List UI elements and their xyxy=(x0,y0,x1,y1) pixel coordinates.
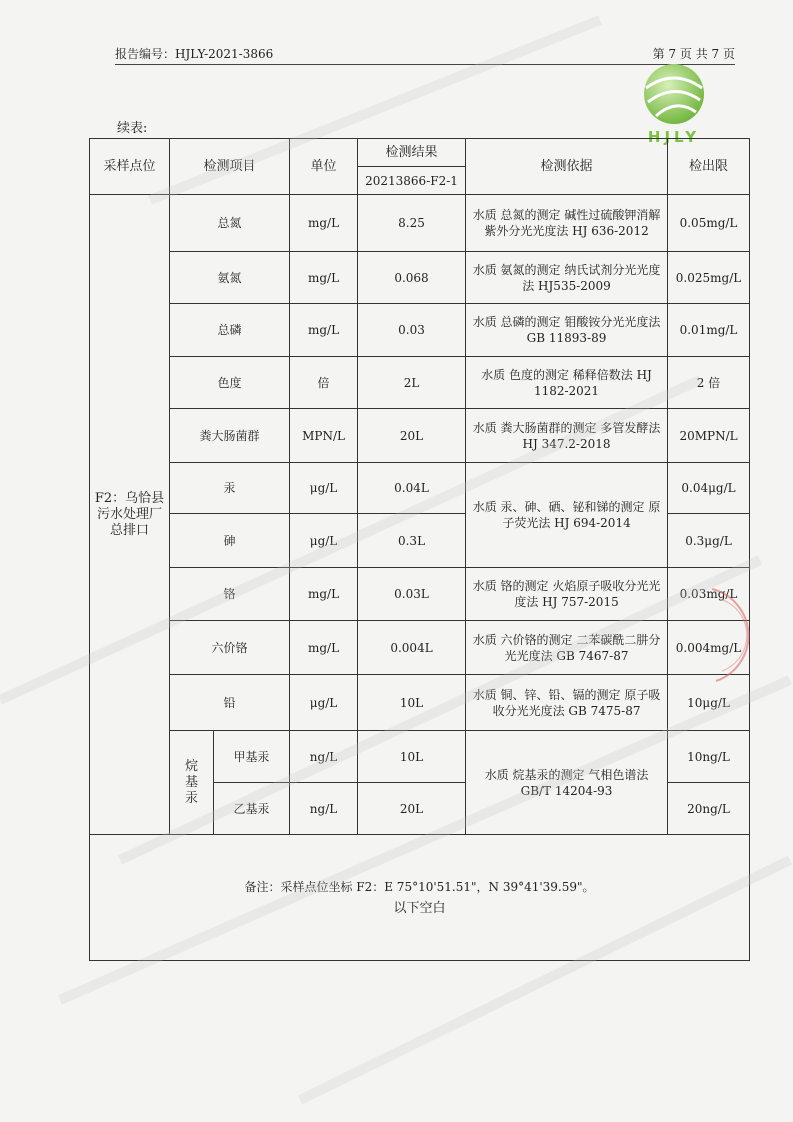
basis-cell: 水质 烷基汞的测定 气相色谱法 GB/T 14204-93 xyxy=(466,731,668,835)
result-cell: 20L xyxy=(358,409,466,463)
table-row xyxy=(90,409,750,463)
basis-cell: 水质 色度的测定 稀释倍数法 HJ 1182-2021 xyxy=(466,357,668,409)
result-cell: 0.3L xyxy=(358,514,466,568)
limit-cell: 0.01mg/L xyxy=(668,304,750,357)
basis-cell: 水质 总氮的测定 碱性过硫酸钾消解 紫外分光光度法 HJ 636-2012 xyxy=(466,195,668,252)
limit-cell: 20MPN/L xyxy=(668,409,750,463)
unit-cell: ng/L xyxy=(290,783,358,835)
limit-cell: 20ng/L xyxy=(668,783,750,835)
item-cell: 色度 xyxy=(170,357,290,409)
unit-cell: μg/L xyxy=(290,463,358,514)
limit-cell: 0.3μg/L xyxy=(668,514,750,568)
limit-cell: 0.004mg/L xyxy=(668,621,750,675)
unit-cell: mg/L xyxy=(290,252,358,304)
result-cell: 0.068 xyxy=(358,252,466,304)
item-cell: 氨氮 xyxy=(170,252,290,304)
header-limit: 检出限 xyxy=(668,139,750,195)
item-cell: 铅 xyxy=(170,675,290,731)
table-row xyxy=(90,568,750,621)
item-cell: 乙基汞 xyxy=(214,783,290,835)
logo-text: HJLY xyxy=(647,128,701,146)
result-cell: 0.03L xyxy=(358,568,466,621)
table-row xyxy=(90,357,750,409)
unit-cell: mg/L xyxy=(290,568,358,621)
basis-cell: 水质 铬的测定 火焰原子吸收分光光度法 HJ 757-2015 xyxy=(466,568,668,621)
limit-cell: 0.03mg/L xyxy=(668,568,750,621)
header-sample-id: 20213866-F2-1 xyxy=(358,167,466,195)
unit-cell: mg/L xyxy=(290,195,358,252)
results-table xyxy=(89,138,750,961)
basis-cell: 水质 铜、锌、铅、镉的测定 原子吸收分光光度法 GB 7475-87 xyxy=(466,675,668,731)
table-row xyxy=(90,304,750,357)
unit-cell: MPN/L xyxy=(290,409,358,463)
limit-cell: 0.05mg/L xyxy=(668,195,750,252)
group-alkylmercury: 烷基汞 xyxy=(170,731,214,835)
result-cell: 0.004L xyxy=(358,621,466,675)
unit-cell: mg/L xyxy=(290,621,358,675)
basis-cell: 水质 汞、砷、硒、铋和锑的测定 原子荧光法 HJ 694-2014 xyxy=(466,463,668,568)
basis-cell: 水质 氨氮的测定 纳氏试剂分光光度法 HJ535-2009 xyxy=(466,252,668,304)
limit-cell: 10ng/L xyxy=(668,731,750,783)
table-row xyxy=(90,731,750,783)
note-text: 备注：采样点位坐标 F2：E 75°10'51.51"，N 39°41'39.59"。 xyxy=(244,879,595,894)
continued-label: 续表: xyxy=(117,121,148,136)
item-cell: 汞 xyxy=(170,463,290,514)
header-location: 采样点位 xyxy=(90,139,170,195)
item-cell: 总磷 xyxy=(170,304,290,357)
limit-cell: 0.04μg/L xyxy=(668,463,750,514)
report-number: 报告编号：HJLY-2021-3866 xyxy=(115,47,274,61)
unit-cell: mg/L xyxy=(290,304,358,357)
table-row xyxy=(90,252,750,304)
basis-cell: 水质 六价铬的测定 二苯碳酰二肼分光光度法 GB 7467-87 xyxy=(466,621,668,675)
company-logo xyxy=(636,58,712,150)
unit-cell: 倍 xyxy=(290,357,358,409)
item-cell: 粪大肠菌群 xyxy=(170,409,290,463)
header-item: 检测项目 xyxy=(170,139,290,195)
unit-cell: μg/L xyxy=(290,675,358,731)
header-basis: 检测依据 xyxy=(466,139,668,195)
sampling-location: F2：乌恰县污水处理厂总排口 xyxy=(90,195,170,835)
result-cell: 10L xyxy=(358,675,466,731)
result-cell: 0.03 xyxy=(358,304,466,357)
result-cell: 0.04L xyxy=(358,463,466,514)
note-cell xyxy=(90,835,750,961)
table-row xyxy=(90,621,750,675)
result-cell: 2L xyxy=(358,357,466,409)
unit-cell: μg/L xyxy=(290,514,358,568)
unit-cell: ng/L xyxy=(290,731,358,783)
limit-cell: 2 倍 xyxy=(668,357,750,409)
item-cell: 总氮 xyxy=(170,195,290,252)
basis-cell: 水质 总磷的测定 钼酸铵分光光度法 GB 11893-89 xyxy=(466,304,668,357)
item-cell: 砷 xyxy=(170,514,290,568)
table-row xyxy=(90,195,750,252)
header-unit: 单位 xyxy=(290,139,358,195)
result-cell: 20L xyxy=(358,783,466,835)
table-header-row xyxy=(90,139,750,167)
page-number: 第 7 页 共 7 页 xyxy=(652,47,735,61)
basis-cell: 水质 粪大肠菌群的测定 多管发酵法 HJ 347.2-2018 xyxy=(466,409,668,463)
limit-cell: 10μg/L xyxy=(668,675,750,731)
header-result: 检测结果 xyxy=(358,139,466,167)
red-seal-icon xyxy=(692,585,762,685)
limit-cell: 0.025mg/L xyxy=(668,252,750,304)
item-cell: 甲基汞 xyxy=(214,731,290,783)
result-cell: 10L xyxy=(358,731,466,783)
result-cell: 8.25 xyxy=(358,195,466,252)
logo-globe-icon xyxy=(636,58,712,130)
item-cell: 六价铬 xyxy=(170,621,290,675)
item-cell: 铬 xyxy=(170,568,290,621)
blank-below-text: 以下空白 xyxy=(393,900,446,916)
note-row xyxy=(90,835,750,961)
table-row xyxy=(90,675,750,731)
table-row xyxy=(90,463,750,514)
